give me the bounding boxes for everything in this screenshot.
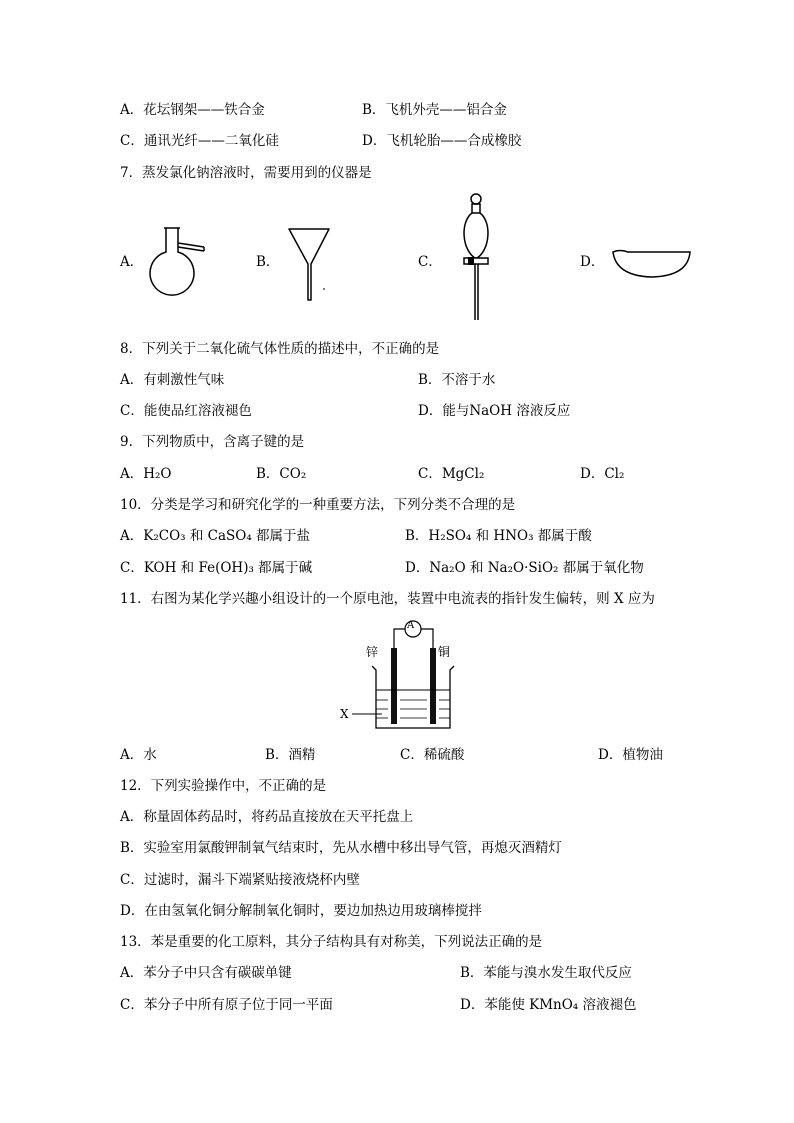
q11-option-c: C．稀硫酸 [400,747,465,763]
q9-option-c: C．MgCl₂ [418,466,485,482]
q11-option-d: D．植物油 [598,747,663,763]
q8-option-b: B．不溶于水 [418,372,496,388]
q10-option-c: C．KOH 和 Fe(OH)₃ 都属于碱 [120,560,313,576]
q7-option-c: C． [418,254,442,270]
q7-option-a: A． [120,254,144,270]
galvanic-cell-diagram [330,616,460,736]
q13-option-c: C．苯分子中所有原子位于同一平面 [120,997,333,1013]
q9-option-d: D．Cl₂ [580,466,625,482]
q9-stem: 9．下列物质中，含离子键的是 [120,434,305,450]
q7-option-d: D． [580,254,605,270]
q12-option-d: D．在由氢氧化铜分解制氧化铜时，要边加热边用玻璃棒搅拌 [120,903,482,919]
q8-option-d: D．能与NaOH 溶液反应 [418,403,571,419]
q12-option-a: A．称量固体药品时，将药品直接放在天平托盘上 [120,809,414,825]
q9-option-a: A．H₂O [120,466,172,482]
q10-option-a: A．K₂CO₃ 和 CaSO₄ 都属于盐 [120,528,311,544]
ammeter-label: A [407,620,415,631]
q11-option-a: A．水 [120,747,157,763]
q10-option-b: B．H₂SO₄ 和 HNO₃ 都属于酸 [405,528,592,544]
q7-stem: 7．蒸发氯化钠溶液时，需要用到的仪器是 [120,165,372,181]
q12-option-b: B．实验室用氯酸钾制氧气结束时，先从水槽中移出导气管，再熄灭酒精灯 [120,840,562,856]
q8-stem: 8．下列关于二氧化硫气体性质的描述中，不正确的是 [120,341,440,357]
q10-option-d: D．Na₂O 和 Na₂O·SiO₂ 都属于氧化物 [405,560,644,576]
q13-stem: 13．苯是重要的化工原料，其分子结构具有对称美，下列说法正确的是 [120,934,543,950]
copper-label: 铜 [438,645,451,659]
evaporating-dish-icon [610,246,694,280]
round-bottom-flask-icon [148,226,208,302]
funnel-icon [287,226,331,302]
q6-option-c: C．通讯光纤——二氧化硅 [120,133,279,149]
separatory-funnel-icon [456,192,496,324]
q10-stem: 10．分类是学习和研究化学的一种重要方法，下列分类不合理的是 [120,497,516,513]
q6-option-b: B．飞机外壳——铝合金 [362,102,507,118]
q11-option-b: B．酒精 [265,747,316,763]
q8-option-c: C．能使品红溶液褪色 [120,403,252,419]
q12-stem: 12．下列实验操作中，不正确的是 [120,778,327,794]
q13-option-a: A．苯分子中只含有碳碳单键 [120,965,292,981]
q7-option-b: B． [256,254,280,270]
q6-option-a: A．花坛钢架——铁合金 [120,102,265,118]
q8-option-a: A．有刺激性气味 [120,372,225,388]
x-label: X [340,707,349,721]
q13-option-d: D．苯能使 KMnO₄ 溶液褪色 [460,997,637,1013]
q6-option-d: D．飞机轮胎——合成橡胶 [362,133,522,149]
zinc-label: 锌 [366,645,379,659]
q11-stem: 11．右图为某化学兴趣小组设计的一个原电池，装置中电流表的指针发生偏转，则 X 应为 [120,591,655,607]
q9-option-b: B．CO₂ [256,466,307,482]
q13-option-b: B．苯能与溴水发生取代反应 [460,965,632,981]
q12-option-c: C．过滤时，漏斗下端紧贴接液烧杯内壁 [120,872,360,888]
